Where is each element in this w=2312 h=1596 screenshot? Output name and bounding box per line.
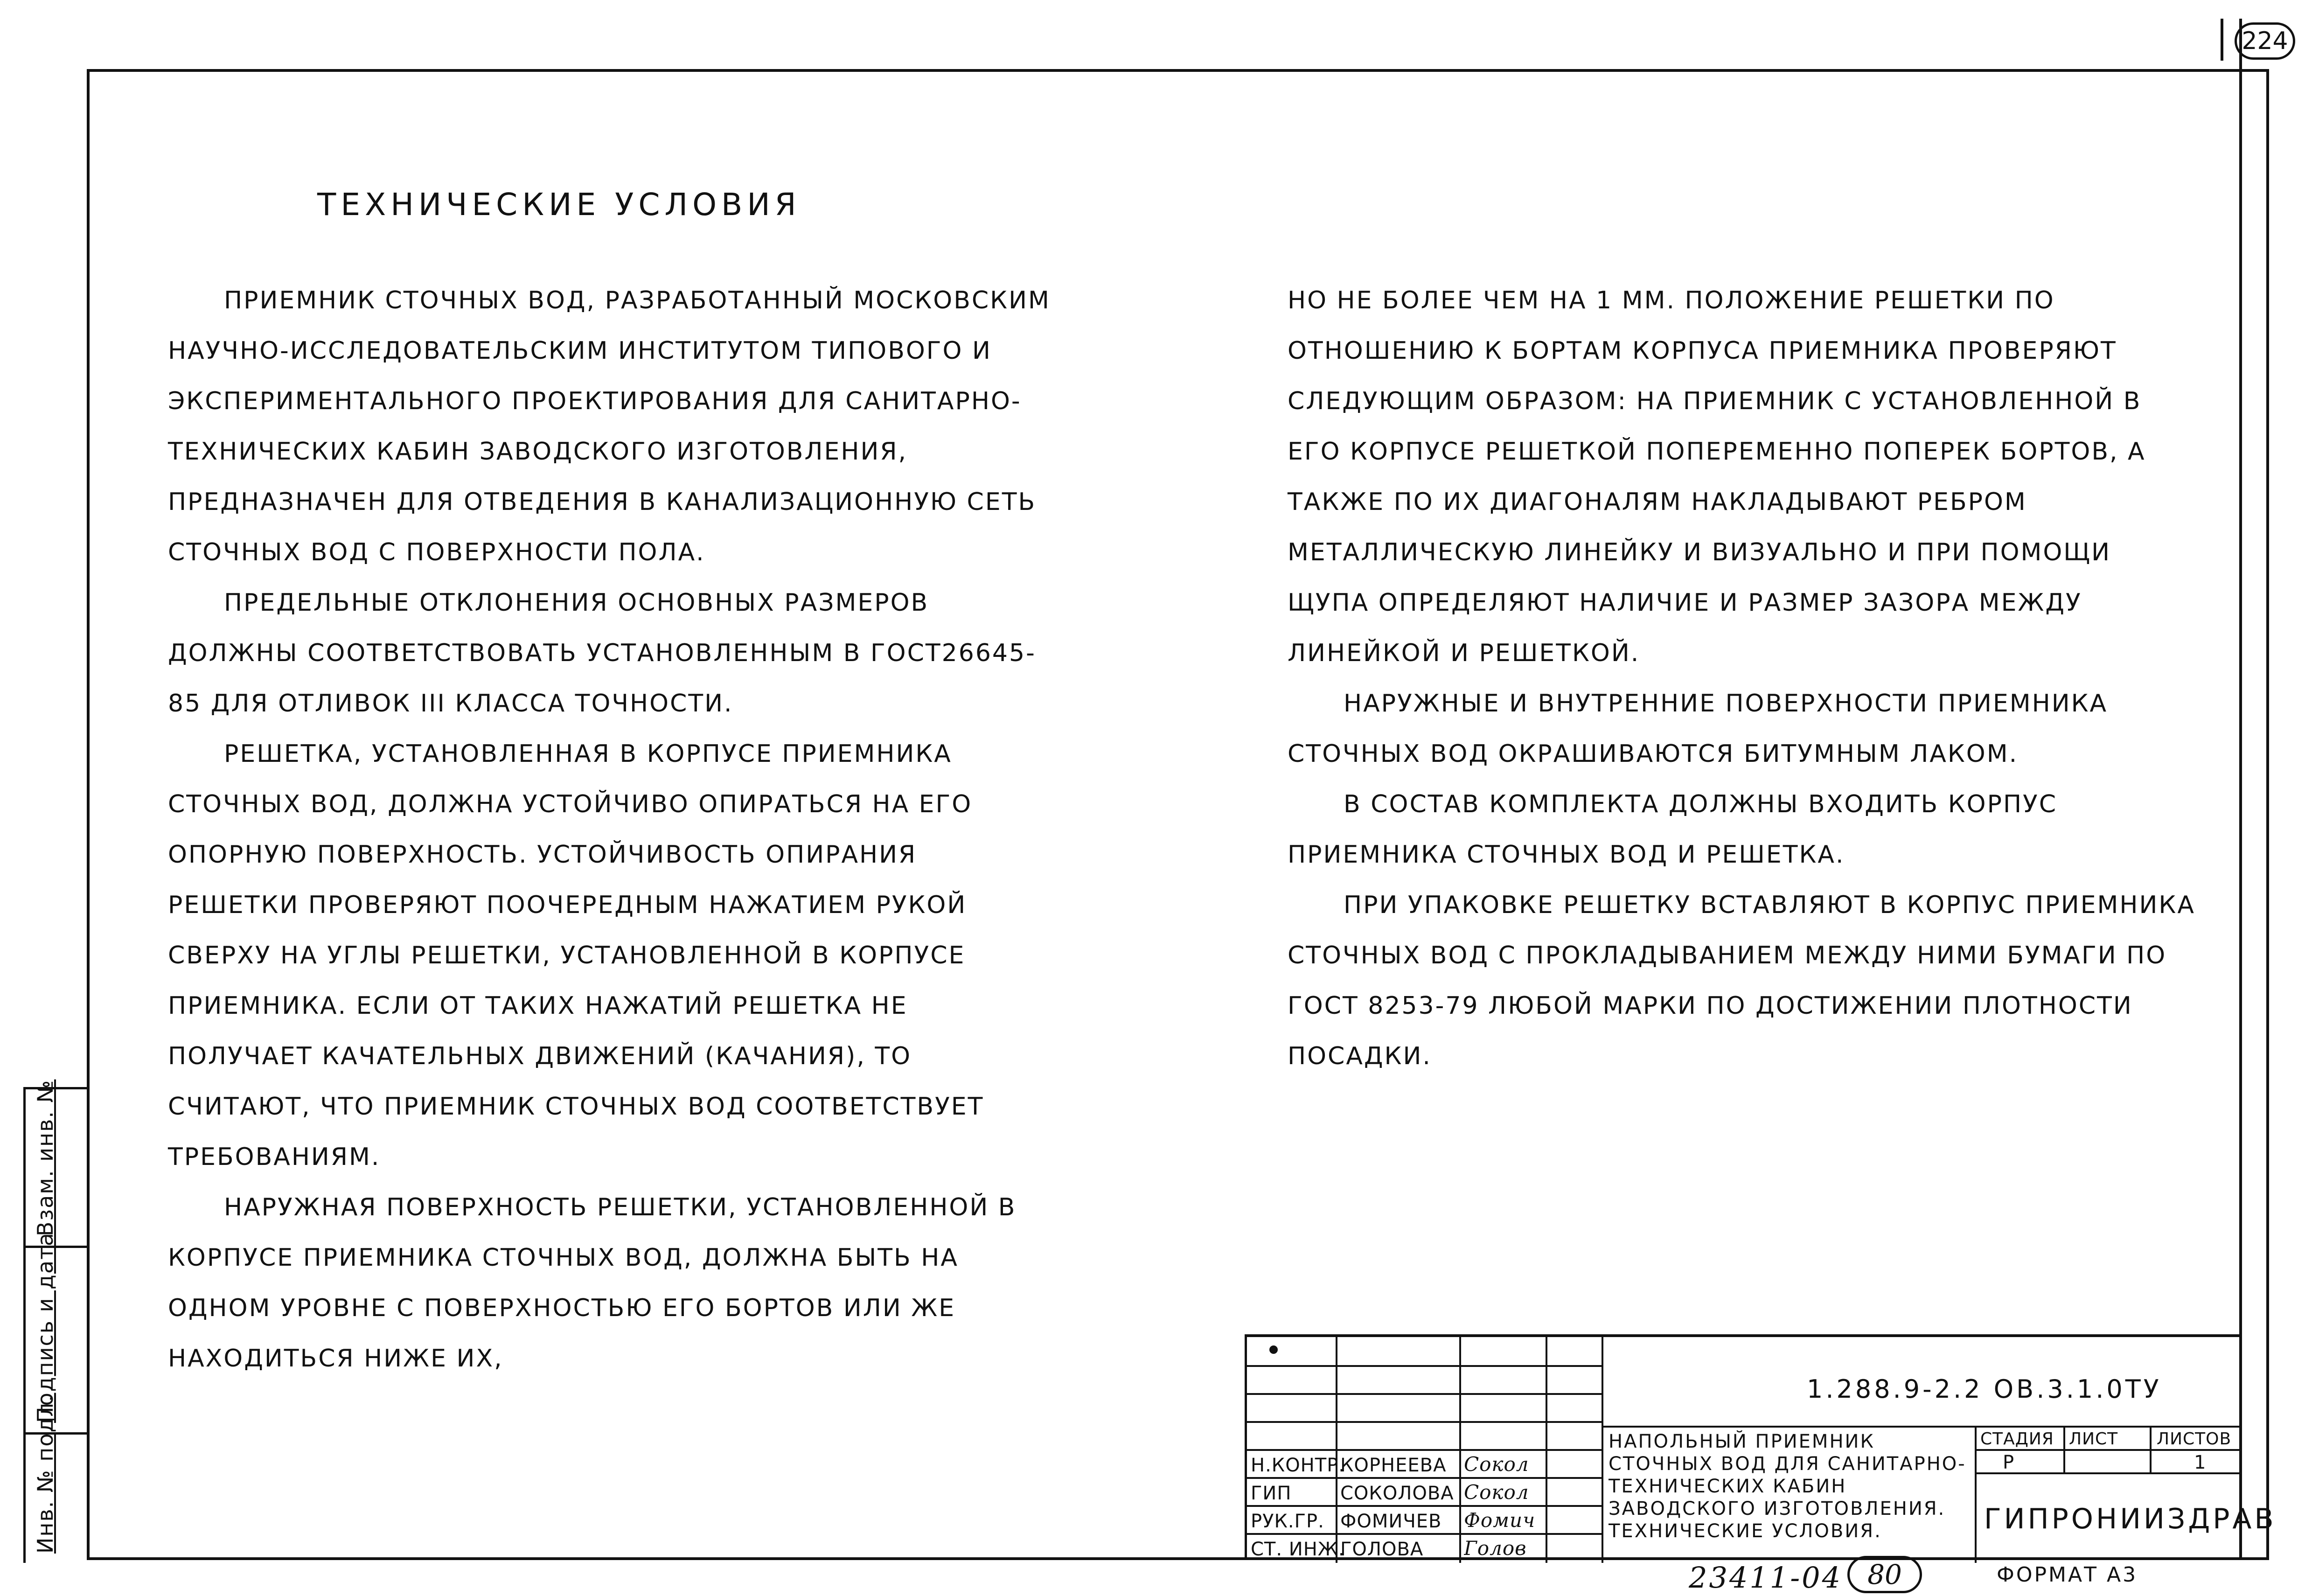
sheet-format: ФОРМАТ А3 <box>1997 1563 2138 1587</box>
paragraph: НО НЕ БОЛЕЕ ЧЕМ НА 1 ММ. ПОЛОЖЕНИЕ РЕШЕТКИ ПО ОТНОШЕНИЮ К БОРТАМ КОРПУСА ПРИЕМНИКА ПРОВЕРЯЮТ СЛЕДУЮЩИМ ОБРАЗОМ: НА ПРИЕМНИК С УСТАНОВЛЕННОЙ В ЕГО КОРПУСЕ РЕШЕТКОЙ ПОПЕРЕМЕННО ПОПЕРЕК БОРТОВ, А ТАКЖЕ ПО ИХ ДИАГОНАЛЯМ НАКЛАДЫВАЮТ РЕБРОМ МЕТАЛЛИЧЕСКУЮ ЛИНЕЙКУ И ВИЗУАЛЬНО И ПРИ ПОМОЩИ ЩУПА ОПРЕДЕЛЯЮТ НАЛИЧИЕ И РАЗМЕР ЗАЗОРА МЕЖДУ ЛИНЕЙКОЙ И РЕШЕТКОЙ. <box>1288 286 2146 667</box>
document-title: ТЕХНИЧЕСКИЕ УСЛОВИЯ <box>317 187 801 223</box>
role: Н.КОНТР. <box>1251 1455 1345 1476</box>
paragraph: ПРЕДЕЛЬНЫЕ ОТКЛОНЕНИЯ ОСНОВНЫХ РАЗМЕРОВ ДОЛЖНЫ СООТВЕТСТВОВАТЬ УСТАНОВЛЕННЫМ В ГОСТ26645-85 ДЛЯ ОТЛИВОК III КЛАССА ТОЧНОСТИ. <box>168 589 1036 718</box>
person-name: ФОМИЧЕВ <box>1340 1511 1442 1532</box>
sheets-label: ЛИСТОВ <box>2157 1429 2232 1449</box>
signature: Сокол <box>1464 1481 1529 1504</box>
person-name: КОРНЕЕВА <box>1340 1455 1447 1476</box>
right-text-column <box>1288 275 2197 1081</box>
left-text-column <box>168 275 1054 1384</box>
role: ГИП <box>1251 1483 1292 1504</box>
paragraph: НАРУЖНАЯ ПОВЕРХНОСТЬ РЕШЕТКИ, УСТАНОВЛЕННОЙ В КОРПУСЕ ПРИЕМНИКА СТОЧНЫХ ВОД, ДОЛЖНА БЫТЬ НА ОДНОМ УРОВНЕ С ПОВЕРХНОСТЬЮ ЕГО БОРТОВ ИЛИ ЖЕ НАХОДИТЬСЯ НИЖЕ ИХ, <box>168 1193 1017 1373</box>
paragraph: ПРИЕМНИК СТОЧНЫХ ВОД, РАЗРАБОТАННЫЙ МОСКОВСКИМ НАУЧНО-ИССЛЕДОВАТЕЛЬСКИМ ИНСТИТУТОМ ТИПОВОГО И ЭКСПЕРИМЕНТАЛЬНОГО ПРОЕКТИРОВАНИЯ ДЛЯ САНИТАРНО-ТЕХНИЧЕСКИХ КАБИН ЗАВОДСКОГО ИЗГОТОВЛЕНИЯ, ПРЕДНАЗНАЧЕН ДЛЯ ОТВЕДЕНИЯ В КАНАЛИЗАЦИОННУЮ СЕТЬ СТОЧНЫХ ВОД С ПОВЕРХНОСТИ ПОЛА. <box>168 286 1051 566</box>
title-block <box>1245 1334 2277 1560</box>
binding-label: Инв. № подл. <box>33 1394 58 1554</box>
paragraph: В СОСТАВ КОМПЛЕКТА ДОЛЖНЫ ВХОДИТЬ КОРПУС ПРИЕМНИКА СТОЧНЫХ ВОД И РЕШЕТКА. <box>1288 790 2058 869</box>
archive-sub-number: 80 <box>1847 1556 1922 1593</box>
role: РУК.ГР. <box>1251 1511 1324 1532</box>
sheet-label: ЛИСТ <box>2069 1429 2118 1449</box>
stage-label: СТАДИЯ <box>1980 1429 2054 1449</box>
document-code: 1.288.9-2.2 ОВ.3.1.0ТУ <box>1807 1374 2162 1404</box>
stage-value: Р <box>2003 1452 2015 1473</box>
paragraph: ПРИ УПАКОВКЕ РЕШЕТКУ ВСТАВЛЯЮТ В КОРПУС ПРИЕМНИКА СТОЧНЫХ ВОД С ПРОКЛАДЫВАНИЕМ МЕЖДУ НИМИ БУМАГИ ПО ГОСТ 8253-79 ЛЮБОЙ МАРКИ ПО ДОСТИЖЕНИИ ПЛОТНОСТИ ПОСАДКИ. <box>1288 891 2195 1070</box>
sheet-edge-tick <box>2221 19 2223 61</box>
paragraph: РЕШЕТКА, УСТАНОВЛЕННАЯ В КОРПУСЕ ПРИЕМНИКА СТОЧНЫХ ВОД, ДОЛЖНА УСТОЙЧИВО ОПИРАТЬСЯ НА ЕГО ОПОРНУЮ ПОВЕРХНОСТЬ. УСТОЙЧИВОСТЬ ОПИРАНИЯ РЕШЕТКИ ПРОВЕРЯЮТ ПООЧЕРЕДНЫМ НАЖАТИЕМ РУКОЙ СВЕРХУ НА УГЛЫ РЕШЕТКИ, УСТАНОВЛЕННОЙ В КОРПУСЕ ПРИЕМНИКА. ЕСЛИ ОТ ТАКИХ НАЖАТИЙ РЕШЕТКА НЕ ПОЛУЧАЕТ КАЧАТЕЛЬНЫХ ДВИЖЕНИЙ (КАЧАНИЯ), ТО СЧИТАЮТ, ЧТО ПРИЕМНИК СТОЧНЫХ ВОД СООТВЕТСТВУЕТ ТРЕБОВАНИЯМ. <box>168 740 984 1171</box>
binding-field-vzam-inv <box>23 1079 87 1246</box>
sheet-edge <box>2239 19 2242 1558</box>
person-name: СОКОЛОВА <box>1340 1483 1454 1504</box>
binding-field-inv-podl <box>23 1394 87 1563</box>
signature: Сокол <box>1464 1453 1529 1476</box>
sheet-number: 224 <box>2235 22 2295 60</box>
binding-label: Взам. инв. № <box>33 1079 58 1236</box>
sheets-value: 1 <box>2194 1452 2207 1473</box>
binding-label: Подпись и дата <box>33 1232 58 1423</box>
role: СТ. ИНЖ. <box>1251 1539 1345 1560</box>
signature: Голов <box>1464 1537 1527 1560</box>
person-name: ГОЛОВА <box>1340 1539 1424 1560</box>
document-description: НАПОЛЬНЫЙ ПРИЕМНИК СТОЧНЫХ ВОД ДЛЯ САНИТАРНО-ТЕХНИЧЕСКИХ КАБИН ЗАВОДСКОГО ИЗГОТОВЛЕНИЯ. ТЕХНИЧЕСКИЕ УСЛОВИЯ. <box>1609 1431 1966 1542</box>
signature: Фомич <box>1464 1509 1536 1532</box>
organization: ГИПРОНИИЗДРАВ <box>1984 1503 2277 1535</box>
archive-number: 23411-04 <box>1689 1561 1843 1595</box>
marker-dot <box>1269 1345 1278 1354</box>
paragraph: НАРУЖНЫЕ И ВНУТРЕННИЕ ПОВЕРХНОСТИ ПРИЕМНИКА СТОЧНЫХ ВОД ОКРАШИВАЮТСЯ БИТУМНЫМ ЛАКОМ. <box>1288 690 2108 768</box>
